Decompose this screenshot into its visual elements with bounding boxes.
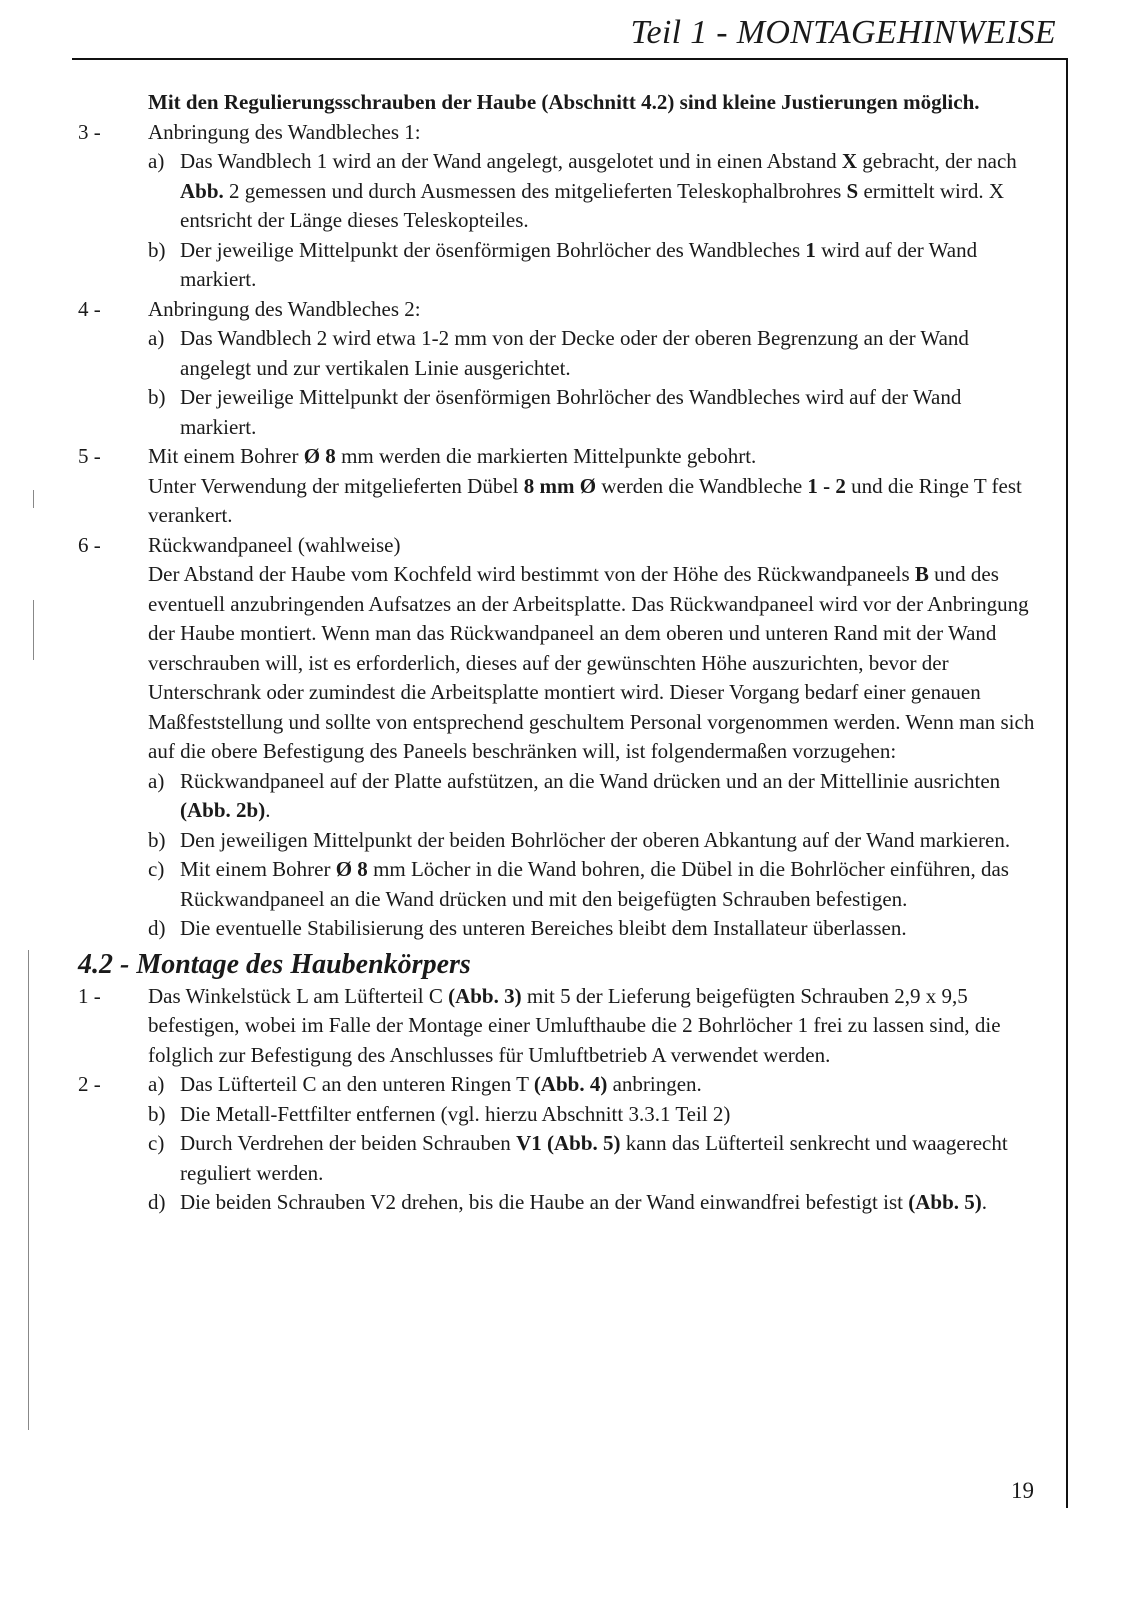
substep-label: d) (148, 916, 166, 940)
page-number: 19 (1011, 1478, 1034, 1503)
intro-paragraph (148, 88, 1038, 118)
substep-a (148, 147, 1038, 236)
substep-text: Rückwandpaneel auf der Platte aufstützen, an die Wand drücken und an der Mittellinie ausrichten (Abb. 2b). (180, 768, 1001, 822)
intro-text: Mit den Regulierungsschrauben der Haube (Abschnitt 4.2) sind kleine Justierungen möglich. (148, 90, 980, 114)
step-number: 6 - (78, 532, 101, 557)
substep-label: c) (148, 1131, 165, 1155)
substep-text: Durch Verdrehen der beiden Schrauben V1 (Abb. 5) kann das Lüfterteil senkrecht und waagerecht reguliert werden. (180, 1131, 1008, 1185)
step-4 (78, 295, 1038, 443)
substep-text: Das Wandblech 2 wird etwa 1-2 mm von der Decke oder der oberen Begrenzung an der Wand angelegt und zur vertikalen Linie ausgerichtet. (180, 326, 969, 380)
step-6 (78, 531, 1038, 944)
substep-label: a) (148, 326, 165, 350)
substep-d (148, 914, 1038, 944)
substep-label: c) (148, 857, 165, 881)
substep-a (148, 767, 1038, 826)
document-body (78, 88, 1038, 1218)
substep-b (148, 826, 1038, 856)
substep-label: b) (148, 827, 166, 852)
substep-b (148, 1100, 1038, 1130)
substep-text: Die Metall-Fettfilter entfernen (vgl. hierzu Abschnitt 3.3.1 Teil 2) (180, 1101, 731, 1126)
substep-a (148, 1070, 1038, 1100)
step-3 (78, 118, 1038, 295)
substep-text: Das Lüfterteil C an den unteren Ringen T (Abb. 4) anbringen. (180, 1072, 702, 1096)
substep-label: b) (148, 237, 166, 262)
substep-text: Der jeweilige Mittelpunkt der ösenförmigen Bohrlöcher des Wandbleches wird auf der Wand markiert. (180, 385, 962, 439)
step-number: 3 - (78, 119, 101, 144)
substep-d (148, 1188, 1038, 1218)
mount-step-2 (78, 1070, 1038, 1218)
substep-a (148, 324, 1038, 383)
step-number: 4 - (78, 296, 101, 321)
substep-label: d) (148, 1190, 166, 1214)
substep-text: Den jeweiligen Mittelpunkt der beiden Bohrlöcher der oberen Abkantung auf der Wand markieren. (180, 827, 1011, 852)
step-line: Unter Verwendung der mitgelieferten Dübel 8 mm Ø werden die Wandbleche 1 - 2 und die Ringe T fest verankert. (148, 473, 1022, 527)
step-paragraph: Das Winkelstück L am Lüfterteil C (Abb. 3) mit 5 der Lieferung beigefügten Schrauben 2,9 x 9,5 befestigen, wobei im Falle der Montage einer Umlufthaube die 2 Bohrlöcher 1 frei zu lassen sind, die folglich zur Befestigung des Anschlusses für Umluftbetrieb A verwendet werden. (148, 983, 1001, 1067)
substep-label: a) (148, 1072, 165, 1096)
scan-mark (33, 490, 34, 508)
substep-label: a) (148, 768, 165, 793)
scan-mark (33, 600, 34, 660)
step-title: Anbringung des Wandbleches 1: (148, 119, 421, 144)
step-title: Anbringung des Wandbleches 2: (148, 296, 421, 321)
substep-c (148, 855, 1038, 914)
step-5 (78, 442, 1038, 531)
substep-label: b) (148, 385, 166, 409)
section-heading: 4.2 - Montage des Haubenkörpers (78, 948, 471, 980)
right-margin-rule (1066, 58, 1068, 1508)
step-paragraph: Der Abstand der Haube vom Kochfeld wird bestimmt von der Höhe des Rückwandpaneels B und des eventuell anzubringenden Aufsatzes an der Arbeitsplatte. Das Rückwandpaneel wird vor der Anbringung der Haube montiert. Wenn man das Rückwandpaneel an dem oberen und unteren Rand mit der Wand verschrauben will, ist es erforderlich, dieses auf der gewünschten Höhe auszurichten, bevor der Unterschrank oder zumindest die Arbeitsplatte montiert wird. Dieser Vorgang bedarf einer genauen Maßfeststellung und sollte von entsprechend geschultem Personal vorgenommen werden. Wenn man sich auf die obere Befestigung des Paneels beschränken will, ist folgendermaßen vorzugehen: (148, 562, 1035, 763)
substep-c (148, 1129, 1038, 1188)
substep-text: Das Wandblech 1 wird an der Wand angelegt, ausgelotet und in einen Abstand X gebracht, der nach Abb. 2 gemessen und durch Ausmessen des mitgelieferten Teleskophalbrohres S ermittelt wird. X entsricht der Länge dieses Teleskopteiles. (180, 149, 1017, 232)
substep-text: Die eventuelle Stabilisierung des unteren Bereiches bleibt dem Installateur überlassen. (180, 916, 907, 940)
step-number: 1 - (78, 983, 101, 1008)
scan-mark (28, 950, 29, 1430)
substep-text: Der jeweilige Mittelpunkt der ösenförmigen Bohrlöcher des Wandbleches 1 wird auf der Wand markiert. (180, 237, 978, 291)
substep-label: a) (148, 149, 165, 173)
substep-label: b) (148, 1101, 166, 1126)
header-rule (72, 58, 1067, 60)
mount-step-1 (78, 982, 1038, 1071)
page-header-title: Teil 1 - MONTAGEHINWEISE (630, 14, 1056, 51)
step-title: Rückwandpaneel (wahlweise) (148, 532, 401, 557)
step-line: Mit einem Bohrer Ø 8 mm werden die markierten Mittelpunkte gebohrt. (148, 444, 757, 468)
step-number: 2 - (78, 1072, 101, 1096)
substep-text: Die beiden Schrauben V2 drehen, bis die Haube an der Wand einwandfrei befestigt ist (Abb. 5). (180, 1190, 987, 1214)
substep-b (148, 236, 1038, 295)
substep-b (148, 383, 1038, 442)
step-number: 5 - (78, 444, 101, 468)
substep-text: Mit einem Bohrer Ø 8 mm Löcher in die Wand bohren, die Dübel in die Bohrlöcher einführen, das Rückwandpaneel an die Wand drücken und mit den beigefügten Schrauben befestigen. (180, 857, 1009, 911)
